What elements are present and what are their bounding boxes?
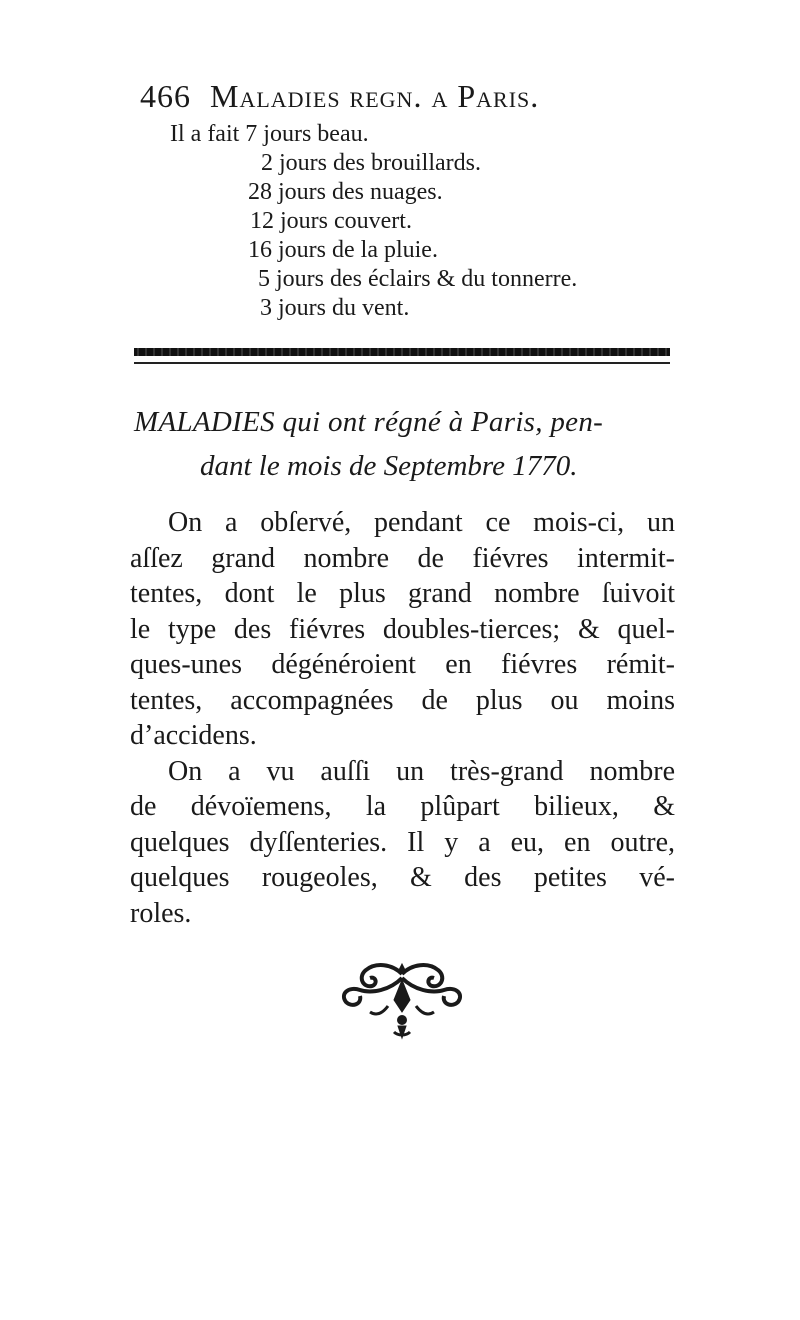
section-heading bbox=[134, 400, 674, 488]
paragraph bbox=[130, 754, 675, 932]
divider-rule bbox=[134, 362, 670, 364]
text-line: tentes, dont le plus grand nombre ſuivoit bbox=[130, 578, 675, 609]
text-line: tentes, accompagnées de plus ou moins bbox=[130, 684, 675, 716]
text-line: le type des fiévres doubles-tierces; & quel- bbox=[130, 613, 675, 645]
body-text bbox=[130, 505, 675, 931]
text-line: On a obſervé, pendant ce mois-ci, un bbox=[168, 507, 675, 538]
heading-line: dant le mois de Septembre 1770. bbox=[200, 450, 578, 482]
ornamental-rule bbox=[134, 348, 670, 356]
text-line: aſſez grand nombre de fiévres intermit- bbox=[130, 542, 675, 574]
text-line: quelques rougeoles, & des petites vé- bbox=[130, 862, 675, 893]
text-line: d’accidens. bbox=[130, 720, 257, 751]
running-head bbox=[140, 78, 539, 115]
text-line: ques-unes dégénéroient en fiévres rémit- bbox=[130, 649, 675, 680]
page-number: 466 bbox=[140, 78, 191, 114]
weather-line: 12 jours couvert. bbox=[250, 208, 412, 234]
weather-line: 2 jours des brouillards. bbox=[261, 150, 481, 176]
text-line: On a vu auſſi un très-grand nombre bbox=[168, 755, 675, 787]
text-line: quelques dyſſenteries. Il y a eu, en outre, bbox=[130, 826, 675, 858]
fleuron-ornament-icon bbox=[332, 960, 472, 1050]
heading-line: MALADIES qui ont régné à Paris, pen- bbox=[134, 406, 604, 438]
text-line: roles. bbox=[130, 897, 192, 929]
weather-line: 5 jours des éclairs & du tonnerre. bbox=[258, 266, 578, 292]
weather-line: Il a fait 7 jours beau. bbox=[170, 121, 369, 147]
running-title: Maladies regn. a Paris. bbox=[210, 78, 540, 114]
text-line: de dévoïemens, la plûpart bilieux, & bbox=[130, 791, 675, 822]
weather-line: 3 jours du vent. bbox=[260, 295, 410, 321]
weather-line: 16 jours de la pluie. bbox=[248, 237, 438, 263]
weather-line: 28 jours des nuages. bbox=[248, 179, 443, 205]
paragraph bbox=[130, 505, 675, 754]
